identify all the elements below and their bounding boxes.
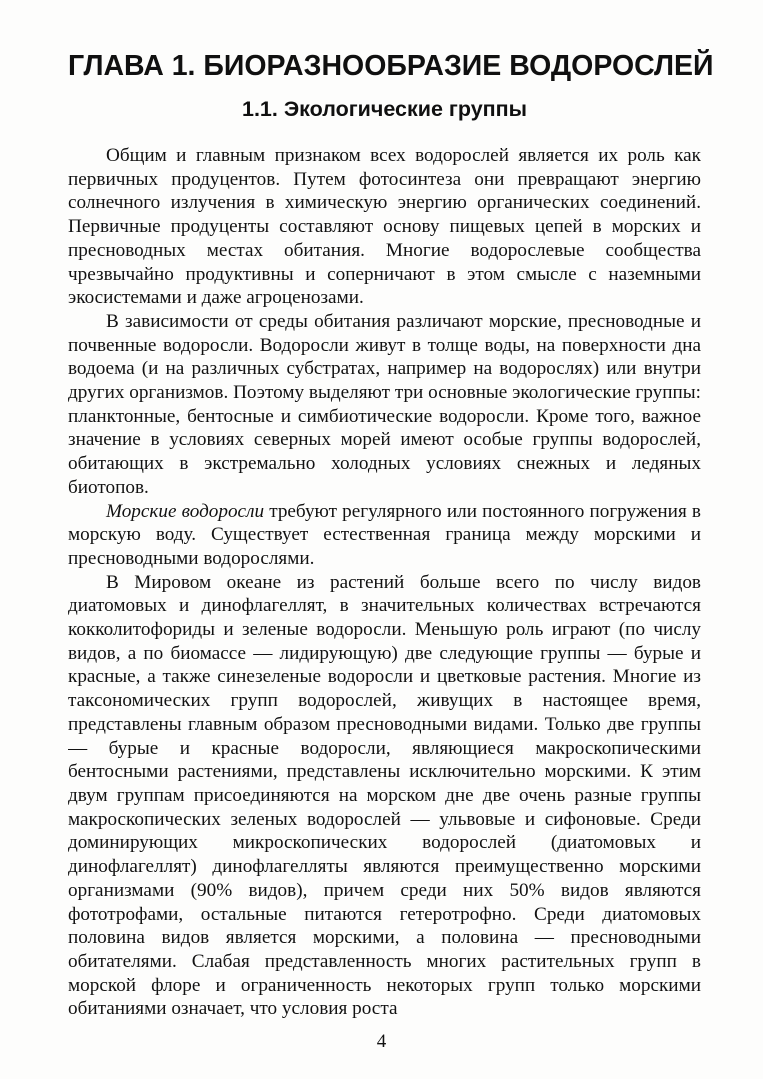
page-number: 4 xyxy=(376,1031,387,1052)
paragraph-2: В зависимости от среды обитания различают морские, пресноводные и почвенные водоросли. Водоросли живут в толще воды, на поверхности дна водоема (и на различных субстратах, например на водорослях) или внутри других организмов. Поэтому выделяют три основные экологические группы: планктонные, бентосные и симбиотические водоросли. Кроме того, важное значение в условиях северных морей имеют особые группы водорослей, обитающих в экстремально холодных условиях снежных и ледяных биотопов. xyxy=(68,310,701,498)
paragraph-4: В Мировом океане из растений больше всего по числу видов диатомовых и динофлагеллят, в значительных количествах встречаются кокколитофориды и зеленые водоросли. Меньшую роль играют (по числу видов, а по биомассе — лидирующую) две следующие группы — бурые и красные, а также синезеленые водоросли и цветковые растения. Многие из таксономических групп водорослей, живущих в настоящее время, представлены главным образом пресноводными видами. Только две группы — бурые и красные водоросли, являющиеся макроскопическими бентосными растениями, представлены исключительно морскими. К этим двум группам присоединяются на морском дне две очень разные группы макроскопических зеленых водорослей — ульвовые и сифоновые. Среди доминирующих микроскопических водорослей (диатомовых и динофлагеллят) динофлагелляты являются преимущественно морскими организмами (90% видов), причем среди них 50% видов являются фототрофами, остальные питаются гетеротрофно. Среди диатомовых половина видов является морскими, а половина — пресноводными обитателями. Слабая представленность многих растительных групп в морской флоре и ограниченность некоторых групп только морскими обитаниями означает, что условия роста xyxy=(68,571,701,1020)
body-text xyxy=(68,144,701,1021)
paragraph-3-italic-lead: Морские водоросли xyxy=(106,500,265,522)
paragraph-3 xyxy=(68,500,701,571)
paragraph-1: Общим и главным признаком всех водорослей является их роль как первичных продуцентов. Путем фотосинтеза они превращают энергию солнечного излучения в химическую энергию органических соединений. Первичные продуценты составляют основу пищевых цепей в морских и пресноводных местах обитания. Многие водорослевые сообщества чрезвычайно продуктивны и соперничают в этом смысле с наземными экосистемами и даже агроценозами. xyxy=(68,145,701,309)
text-column xyxy=(68,50,714,1021)
chapter-heading: ГЛАВА 1. БИОРАЗНООБРАЗИЕ ВОДОРОСЛЕЙ xyxy=(68,50,714,82)
section-heading: 1.1. Экологические группы xyxy=(241,97,527,121)
paragraph-3-text: требуют регулярного или постоянного погружения в морскую воду. Существует естественная граница между морскими и пресноводными водорослями. xyxy=(68,500,701,569)
